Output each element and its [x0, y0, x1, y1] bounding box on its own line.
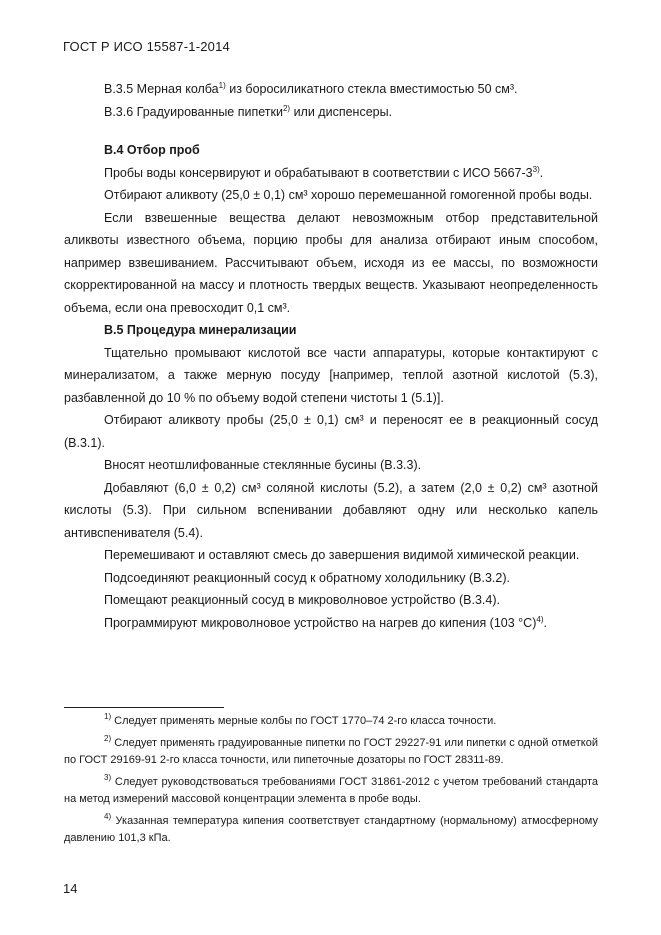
paragraph-acid-wash: Тщательно промывают кислотой все части аппаратуры, которые контактируют с минерализатом, а также мерную посуду [например, теплой азотной кислотой (5.3), разбавленной до 10 % по объему водой степени чистоты 1 (5.1)]. — [64, 345, 598, 405]
paragraph-b35 — [64, 78, 598, 101]
footnote-2 — [64, 735, 598, 769]
text-b36: В.3.6 Градуированные пипетки — [104, 104, 283, 119]
page-number: 14 — [63, 881, 78, 896]
section-heading-b5: В.5 Процедура минерализации — [104, 323, 297, 337]
footnote-mark: 2) — [104, 734, 112, 743]
footnote-text: Следует применять мерные колбы по ГОСТ 1770–74 2-го класса точности. — [111, 715, 497, 727]
footnote-text: Следует применять градуированные пипетки по ГОСТ 29227-91 или пипетки с одной отметкой по ГОСТ 29169-91 2-го класса точности, или пипеточные дозаторы по ГОСТ 28311-89. — [64, 737, 598, 766]
paragraph-aliquot: Отбирают аликвоту (25,0 ± 0,1) см³ хорошо перемешанной гомогенной пробы воды. — [104, 188, 593, 202]
paragraph-sample-preservation — [64, 162, 598, 185]
footnote-4 — [64, 813, 598, 847]
text-program-end: . — [543, 615, 547, 630]
footnote-3 — [64, 774, 598, 808]
paragraph-add-acids: Добавляют (6,0 ± 0,2) см³ соляной кислоты (5.2), а затем (2,0 ± 0,2) см³ азотной кислоты (5.3). При сильном вспенивании добавляют одну или несколько капель антивспенивателя (5.4). — [64, 480, 598, 540]
footnote-1 — [64, 713, 598, 730]
text-preservation-end: . — [539, 165, 544, 180]
text-preservation: Пробы воды консервируют и обрабатывают в соответствии с ИСО 5667-3 — [104, 165, 533, 180]
paragraph-mix: Перемешивают и оставляют смесь до завершения видимой химической реакции. — [104, 548, 580, 562]
footnote-mark: 4) — [104, 812, 112, 821]
text-program: Программируют микроволновое устройство на нагрев до кипения (103 °C) — [104, 615, 537, 630]
footnote-mark: 3) — [104, 773, 112, 782]
paragraph-sample-aliquot: Отбирают аликвоту пробы (25,0 ± 0,1) см³ и переносят ее в реакционный сосуд (В.3.1). — [64, 413, 598, 450]
text-b35-end: из боросиликатного стекла вместимостью 50 см³. — [225, 82, 518, 96]
paragraph-glass-beads: Вносят неотшлифованные стеклянные бусины (В.3.3). — [104, 458, 422, 472]
footnote-ref-3: 3) — [532, 164, 540, 174]
footnote-ref-4: 4) — [536, 614, 544, 624]
footnote-ref-1: 1) — [218, 81, 226, 90]
footnote-mark: 1) — [104, 712, 112, 721]
paragraph-b36 — [64, 101, 598, 124]
paragraph-microwave-program — [64, 612, 598, 635]
footnote-divider — [64, 707, 224, 708]
paragraph-suspended-solids: Если взвешенные вещества делают невозможным отбор представительной аликвоты известного объема, порцию пробы для анализа отбирают иным способом, например взвешиванием. Рассчитывают объем, исходя из ее массы, по возможности скорректированной на массу и плотность твердых веществ. Указывают неопределенность объема, если она превосходит 0,1 см³. — [64, 210, 598, 315]
main-text — [64, 78, 598, 634]
text-b35: В.3.5 Мерная колба — [104, 82, 219, 96]
page-header: ГОСТ Р ИСО 15587-1-2014 — [63, 39, 230, 54]
footnote-text: Следует руководствоваться требованиями ГОСТ 31861-2012 с учетом требований стандарта на метод измерений массовой концентрации элемента в пробе воды. — [64, 776, 598, 805]
text-b36-end: или диспенсеры. — [290, 104, 393, 119]
paragraph-microwave-place: Помещают реакционный сосуд в микроволновое устройство (В.3.4). — [104, 593, 500, 607]
footnotes — [64, 713, 598, 852]
section-heading-b4: В.4 Отбор проб — [104, 143, 200, 157]
paragraph-condenser: Подсоединяют реакционный сосуд к обратному холодильнику (В.3.2). — [104, 570, 510, 585]
footnote-text: Указанная температура кипения соответствует стандартному (нормальному) атмосферному давлению 101,3 кПа. — [64, 815, 598, 844]
footnote-ref-2: 2) — [282, 103, 291, 113]
